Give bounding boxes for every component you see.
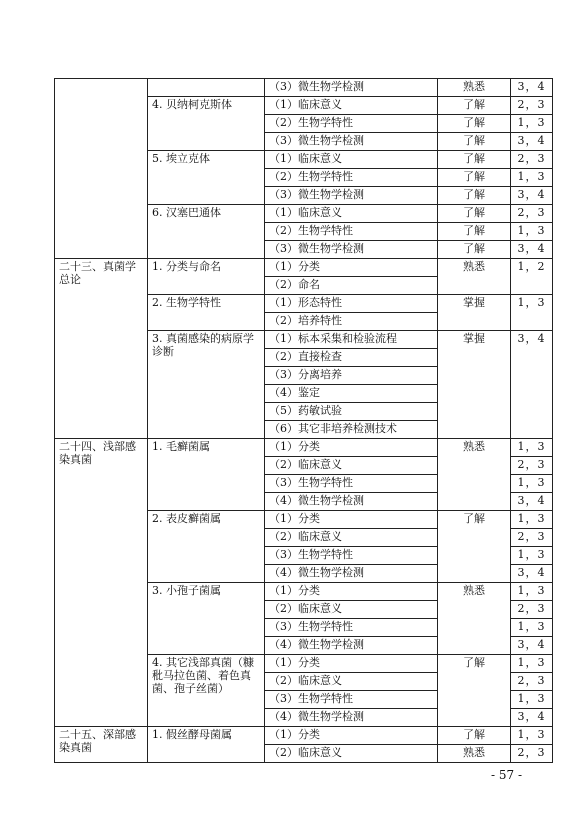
unit-cell: 二十四、浅部感染真菌 [55,439,148,727]
level-cell: 了解 [438,241,511,259]
level-cell: 了解 [438,223,511,241]
item-cell: （1）分类 [265,583,438,601]
item-cell: （2）生物学特性 [265,223,438,241]
item-cell: （3）生物学特性 [265,547,438,565]
table-row [55,259,553,277]
item-cell: （1）临床意义 [265,97,438,115]
class-cell: 1，2 [511,259,553,295]
item-cell: （3）微生物学检测 [265,79,438,97]
item-cell: （3）生物学特性 [265,475,438,493]
item-cell: （4）微生物学检测 [265,565,438,583]
level-cell: 了解 [438,727,511,745]
class-cell: 1，3 [511,583,553,601]
class-cell: 1，3 [511,295,553,331]
item-cell: （4）鉴定 [265,385,438,403]
item-cell: （2）培养特性 [265,313,438,331]
topic-cell: 4. 其它浅部真菌（糠秕马拉色菌、着色真菌、孢子丝菌） [148,655,265,727]
class-cell: 2，3 [511,601,553,619]
class-cell: 3，4 [511,637,553,655]
item-cell: （2）生物学特性 [265,169,438,187]
level-cell: 熟悉 [438,583,511,655]
item-cell: （3）分离培养 [265,367,438,385]
topic-cell: 1. 分类与命名 [148,259,265,295]
topic-cell: 2. 表皮癣菌属 [148,511,265,583]
level-cell: 了解 [438,655,511,727]
topic-cell: 5. 埃立克体 [148,151,265,205]
level-cell: 了解 [438,205,511,223]
class-cell: 1，3 [511,439,553,457]
item-cell: （4）微生物学检测 [265,493,438,511]
topic-cell: 1. 假丝酵母菌属 [148,727,265,763]
class-cell: 1，3 [511,223,553,241]
item-cell: （1）临床意义 [265,205,438,223]
page-number: - 57 - [490,768,522,782]
item-cell: （2）临床意义 [265,457,438,475]
item-cell: （5）药敏试验 [265,403,438,421]
item-cell: （1）分类 [265,655,438,673]
class-cell: 3，4 [511,565,553,583]
level-cell: 熟悉 [438,259,511,295]
class-cell: 2，3 [511,673,553,691]
syllabus-table-body [55,79,553,763]
level-cell: 了解 [438,133,511,151]
table-row [55,727,553,745]
unit-cell: 二十三、真菌学总论 [55,259,148,439]
topic-cell [148,79,265,97]
unit-cell [55,79,148,259]
class-cell: 2，3 [511,457,553,475]
item-cell: （2）临床意义 [265,745,438,763]
item-cell: （3）生物学特性 [265,619,438,637]
item-cell: （2）临床意义 [265,601,438,619]
item-cell: （4）微生物学检测 [265,709,438,727]
level-cell: 了解 [438,169,511,187]
item-cell: （3）生物学特性 [265,691,438,709]
class-cell: 2，3 [511,97,553,115]
class-cell: 3，4 [511,133,553,151]
class-cell: 1，3 [511,169,553,187]
class-cell: 1，3 [511,691,553,709]
level-cell: 了解 [438,187,511,205]
table-row [55,439,553,457]
class-cell: 1，3 [511,727,553,745]
topic-cell: 3. 小孢子菌属 [148,583,265,655]
level-cell: 了解 [438,511,511,583]
item-cell: （1）分类 [265,727,438,745]
class-cell: 3，4 [511,79,553,97]
class-cell: 2，3 [511,529,553,547]
item-cell: （1）分类 [265,511,438,529]
class-cell: 2，3 [511,205,553,223]
topic-cell: 4. 贝纳柯克斯体 [148,97,265,151]
item-cell: （3）微生物学检测 [265,241,438,259]
item-cell: （3）微生物学检测 [265,187,438,205]
class-cell: 2，3 [511,151,553,169]
item-cell: （2）临床意义 [265,673,438,691]
level-cell: 熟悉 [438,439,511,511]
item-cell: （2）生物学特性 [265,115,438,133]
class-cell: 1，3 [511,619,553,637]
class-cell: 1，3 [511,475,553,493]
class-cell: 3，4 [511,187,553,205]
level-cell: 熟悉 [438,745,511,763]
item-cell: （1）形态特性 [265,295,438,313]
item-cell: （2）直接检查 [265,349,438,367]
level-cell: 熟悉 [438,79,511,97]
topic-cell: 6. 汉塞巴通体 [148,205,265,259]
class-cell: 1，3 [511,547,553,565]
level-cell: 掌握 [438,331,511,439]
class-cell: 1，3 [511,115,553,133]
item-cell: （2）临床意义 [265,529,438,547]
level-cell: 了解 [438,97,511,115]
level-cell: 了解 [438,151,511,169]
item-cell: （6）其它非培养检测技术 [265,421,438,439]
item-cell: （1）分类 [265,259,438,277]
syllabus-table [54,78,553,763]
item-cell: （1）临床意义 [265,151,438,169]
topic-cell: 2. 生物学特性 [148,295,265,331]
class-cell: 1，3 [511,511,553,529]
topic-cell: 3. 真菌感染的病原学诊断 [148,331,265,439]
topic-cell: 1. 毛癣菌属 [148,439,265,511]
item-cell: （2）命名 [265,277,438,295]
item-cell: （1）标本采集和检验流程 [265,331,438,349]
class-cell: 3，4 [511,493,553,511]
class-cell: 3，4 [511,241,553,259]
class-cell: 1，3 [511,655,553,673]
table-row [55,79,553,97]
level-cell: 掌握 [438,295,511,331]
item-cell: （4）微生物学检测 [265,637,438,655]
class-cell: 3，4 [511,331,553,439]
unit-cell: 二十五、深部感染真菌 [55,727,148,763]
item-cell: （1）分类 [265,439,438,457]
class-cell: 2，3 [511,745,553,763]
item-cell: （3）微生物学检测 [265,133,438,151]
class-cell: 3，4 [511,709,553,727]
level-cell: 了解 [438,115,511,133]
